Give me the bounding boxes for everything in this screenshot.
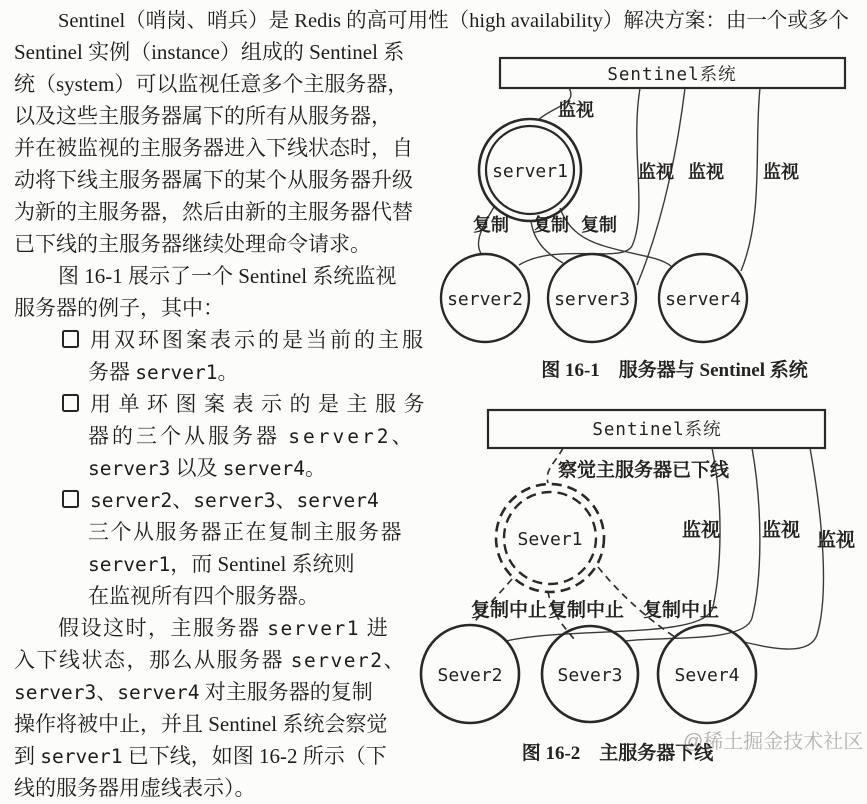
- watermark: @稀土掘金技术社区: [683, 731, 864, 753]
- text-line: 图 16-1 展示了一个 Sentinel 系统监视: [58, 264, 397, 288]
- text-line: 动将下线主服务器属下的某个从服务器升级: [14, 168, 413, 192]
- monitor-labels: [558, 99, 799, 182]
- bullet-text: 用单环图案表示的是主服务: [90, 392, 432, 416]
- svg-text:监视: 监视: [762, 520, 801, 541]
- bullet-text: 用双环图案表示的是当前的主服: [90, 328, 426, 352]
- sentinel-system-label: Sentinel系统: [592, 420, 722, 440]
- intro-first-line: Sentinel（哨岗、哨兵）是 Redis 的高可用性（high availability）解决方案：由一个或多个: [58, 10, 849, 32]
- svg-text:复制中止: 复制中止: [548, 600, 625, 621]
- left-text-column: [14, 36, 435, 804]
- svg-text:复制中止: 复制中止: [643, 600, 720, 621]
- bullet-text: server3 以及 server4。: [88, 456, 326, 480]
- server2-label: server2: [447, 289, 523, 310]
- replicate-labels: [473, 214, 617, 235]
- text-line: 并在被监视的主服务器进入下线状态时，自: [14, 136, 413, 160]
- svg-text:监视: 监视: [688, 162, 724, 182]
- bullet-text: 务器 server1。: [88, 360, 239, 384]
- text-line: 操作将被中止，并且 Sentinel 系统会察觉: [14, 712, 388, 736]
- bullet-item: [14, 324, 435, 356]
- bullet-square-icon: [62, 490, 79, 508]
- bullet-text: server2、server3、server4: [90, 488, 379, 512]
- svg-text:复制: 复制: [473, 215, 509, 235]
- text-line: 到 server1 已下线，如图 16-2 所示（下: [14, 744, 387, 768]
- svg-text:监视: 监视: [558, 100, 594, 120]
- text-line: Sentinel 实例（instance）组成的 Sentinel 系: [14, 40, 405, 64]
- sentinel-system-label: Sentinel系统: [607, 65, 737, 85]
- bullet-square-icon: [62, 394, 79, 412]
- slave-node-server4: [659, 254, 747, 342]
- monitor-labels: [682, 518, 855, 551]
- text-line: 为新的主服务器，然后由新的主服务器代替: [14, 200, 413, 224]
- bullet-item: [14, 388, 435, 420]
- figure-16-1: [432, 50, 867, 395]
- sever3-label: Sever3: [557, 665, 623, 686]
- svg-text:监视: 监视: [682, 520, 721, 541]
- sever4-label: Sever4: [674, 665, 740, 686]
- svg-text:复制中止: 复制中止: [471, 600, 548, 621]
- slave-node-sever3: [542, 626, 638, 722]
- figure-16-2-caption: 图 16-2 主服务器下线: [521, 743, 714, 764]
- text-line: server3、server4 对主服务器的复制: [14, 680, 373, 704]
- slave-node-server3: [548, 254, 636, 342]
- text-line: 服务器的例子，其中：: [14, 296, 224, 320]
- slave-node-server2: [441, 254, 529, 342]
- bullet-text: 在监视所有四个服务器。: [88, 584, 319, 608]
- bullet-square-icon: [62, 330, 79, 348]
- bullet-text: 三个从服务器正在复制主服务器: [88, 520, 403, 544]
- text-line: 统（system）可以监视任意多个主服务器，: [14, 72, 409, 96]
- offline-master-node-sever1: [496, 484, 604, 592]
- svg-text:复制: 复制: [533, 215, 569, 235]
- slave-node-sever4: [658, 625, 756, 723]
- text-line: 已下线的主服务器继续处理命令请求。: [14, 232, 371, 256]
- bullet-text: 器的三个从服务器 server2、: [88, 424, 416, 448]
- text-line: 假设这时，主服务器 server1 进: [58, 616, 390, 640]
- bullet-text: server1，而 Sentinel 系统则: [88, 552, 355, 576]
- notice-label: 察觉主服务器已下线: [558, 460, 730, 481]
- sever1-label: Sever1: [517, 529, 583, 550]
- svg-text:复制: 复制: [581, 215, 617, 235]
- svg-text:监视: 监视: [763, 162, 799, 182]
- sever2-label: Sever2: [437, 665, 503, 686]
- svg-text:监视: 监视: [817, 530, 856, 551]
- server3-label: server3: [554, 289, 630, 310]
- server1-label: server1: [492, 161, 568, 182]
- replication-stop-labels: [471, 598, 719, 621]
- server4-label: server4: [665, 289, 741, 310]
- text-line: 入下线状态，那么从服务器 server2、: [14, 648, 406, 672]
- figure-16-1-caption: 图 16-1 服务器与 Sentinel 系统: [541, 360, 808, 381]
- master-node-server1: [479, 119, 581, 221]
- svg-text:监视: 监视: [638, 162, 674, 182]
- text-line: 以及这些主服务器属下的所有从服务器，: [14, 104, 392, 128]
- bullet-item: [14, 484, 435, 516]
- text-line: 线的服务器用虚线表示）。: [14, 776, 256, 800]
- slave-node-sever2: [421, 625, 519, 723]
- figure-16-2: [410, 400, 867, 730]
